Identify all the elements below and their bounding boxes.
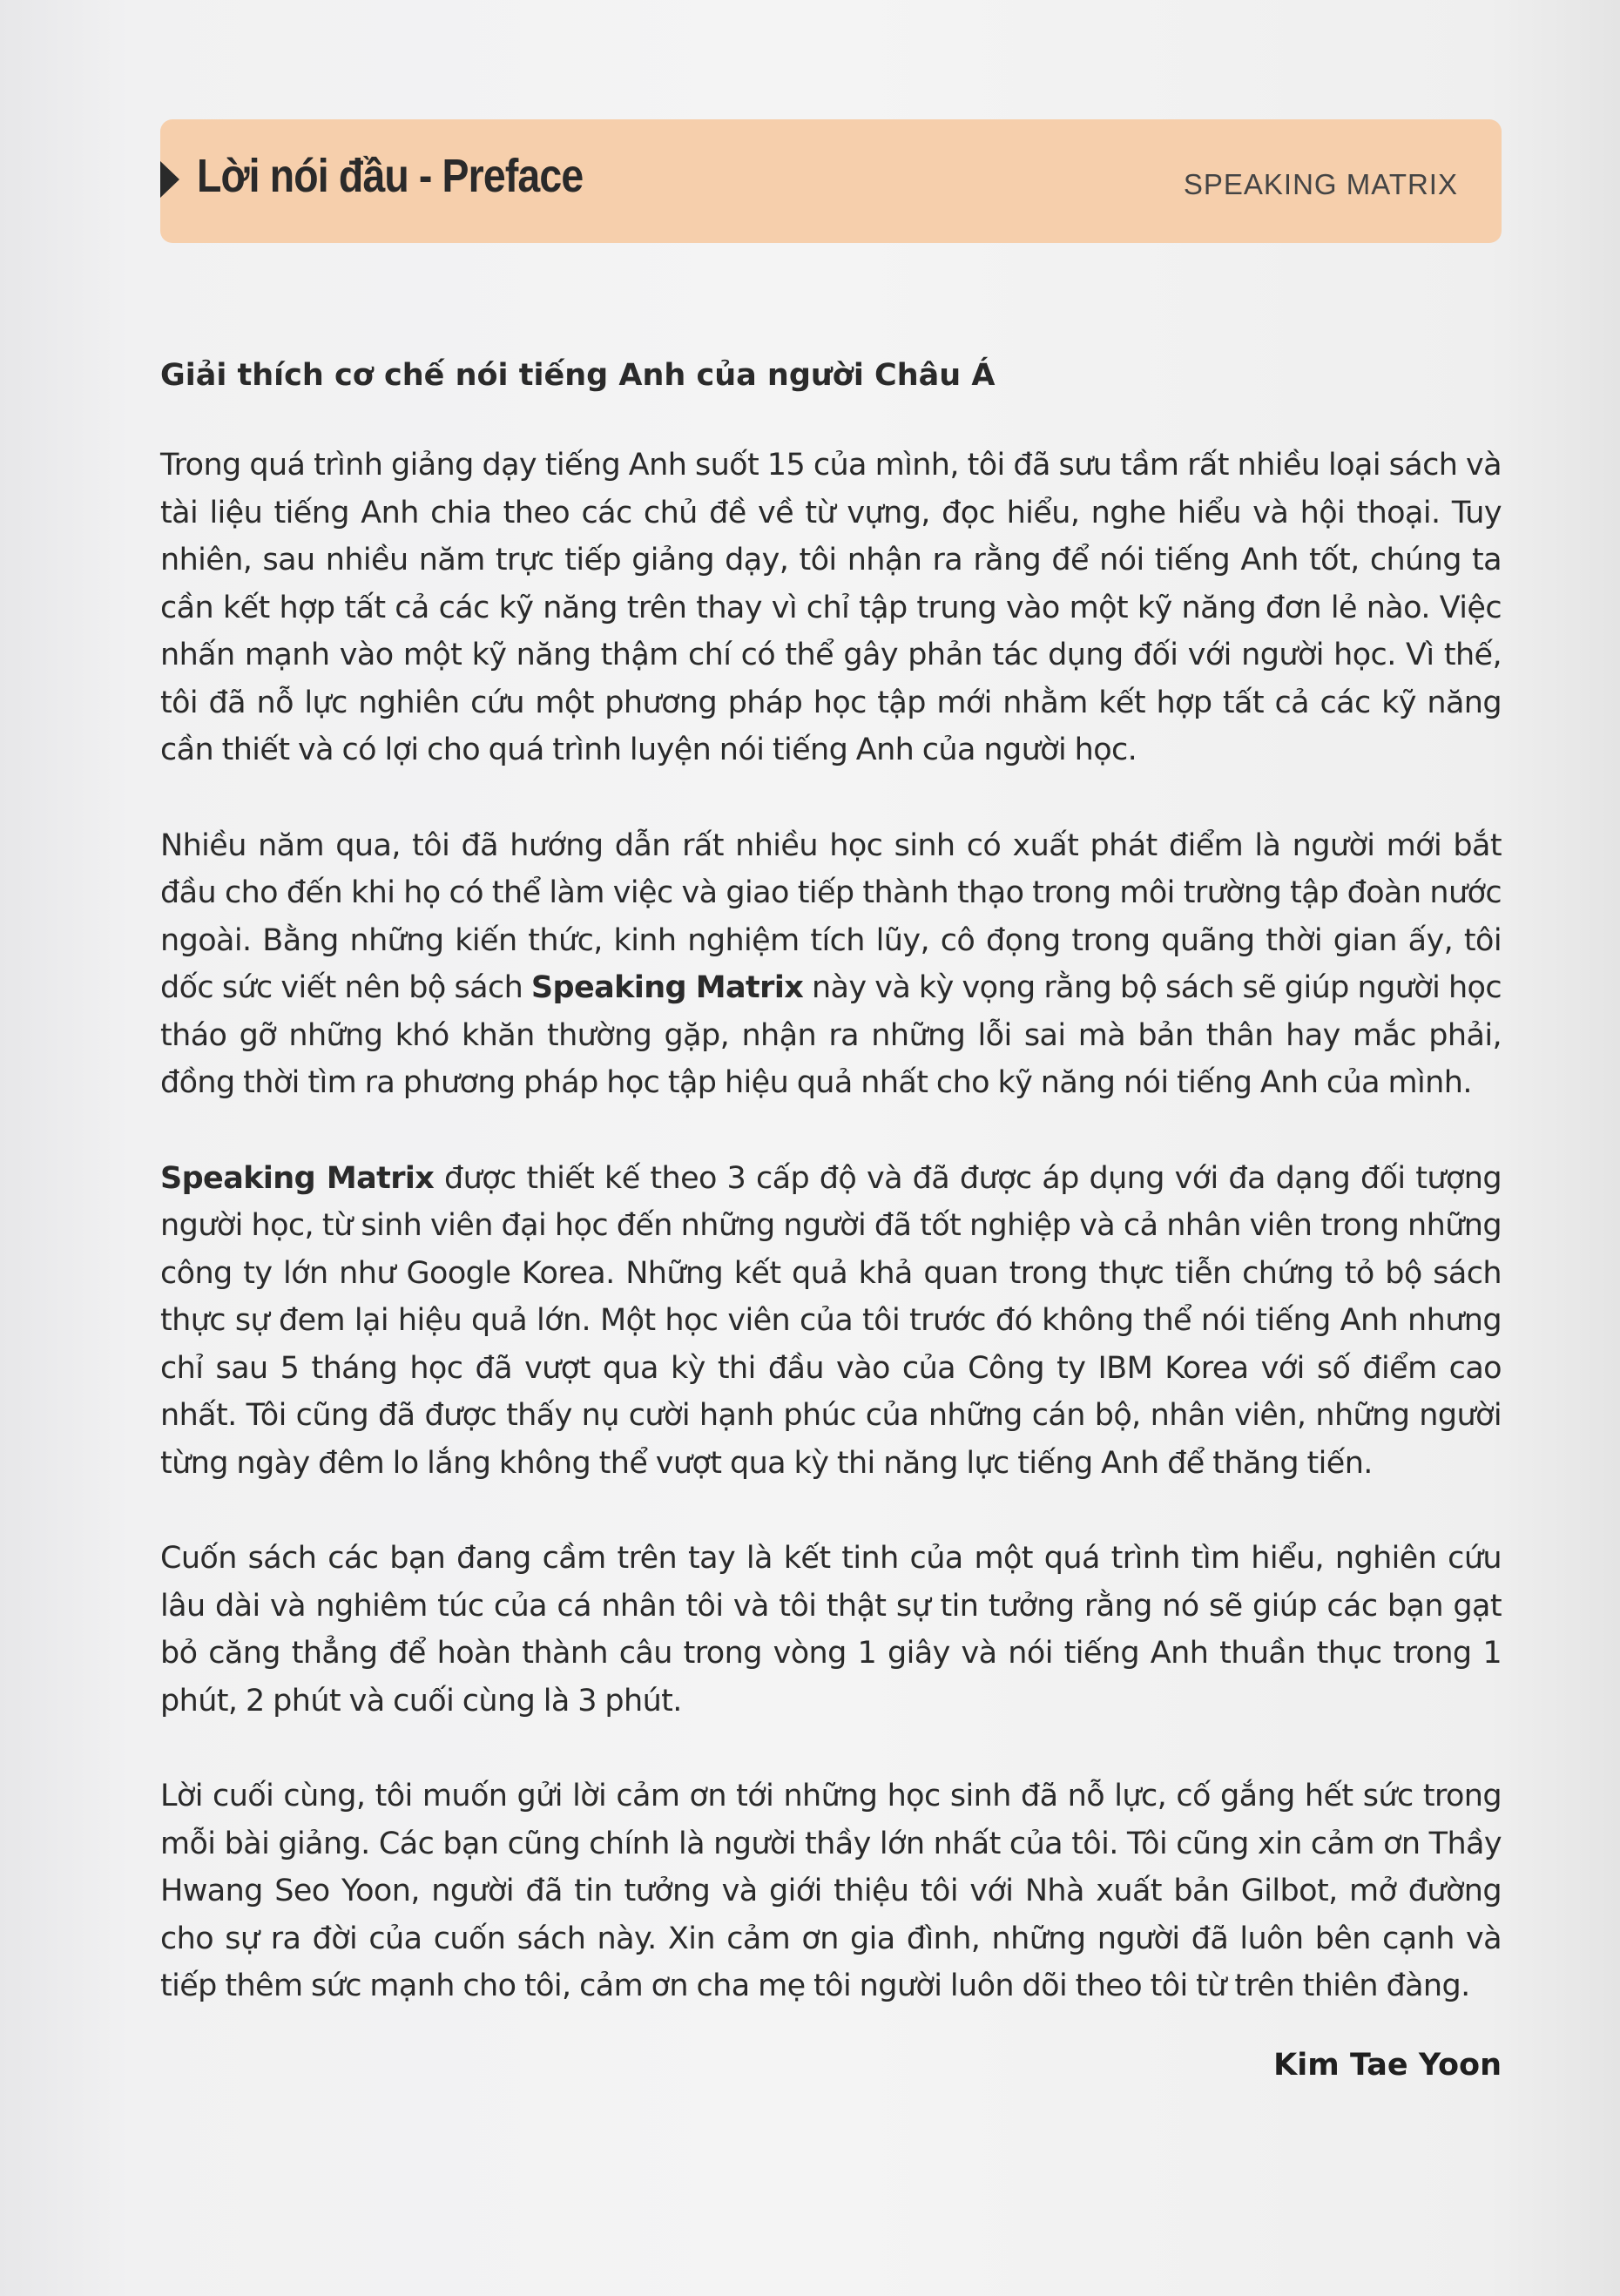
preface-body bbox=[160, 353, 1502, 2083]
paragraph-5: Lời cuối cùng, tôi muốn gửi lời cảm ơn tới những học sinh đã nỗ lực, cố gắng hết sức trong mỗi bài giảng. Các bạn cũng chính là người thầy lớn nhất của tôi. Tôi cũng xin cảm ơn Thầy Hwang Seo Yoon, người đã tin tưởng và giới thiệu tôi với Nhà xuất bản Gilbot, mở đường cho sự ra đời của cuốn sách này. Xin cảm ơn gia đình, những người đã luôn bên cạnh và tiếp thêm sức mạnh cho tôi, cảm ơn cha mẹ tôi người luôn dõi theo tôi từ trên thiên đàng. bbox=[160, 1779, 1502, 2003]
section-subtitle: Giải thích cơ chế nói tiếng Anh của người Châu Á bbox=[160, 358, 996, 393]
paragraph-3: Speaking Matrix được thiết kế theo 3 cấp độ và đã được áp dụng với đa dạng đối tượng người học, từ sinh viên đại học đến những người đã tốt nghiệp và cả nhân viên trong những công ty lớn như Google Korea. Những kết quả khả quan trong thực tiễn chứng tỏ bộ sách thực sự đem lại hiệu quả lớn. Một học viên của tôi trước đó không thể nói tiếng Anh nhưng chỉ sau 5 tháng học đã vượt qua kỳ thi đầu vào của Công ty IBM Korea với số điểm cao nhất. Tôi cũng đã được thấy nụ cười hạnh phúc của những cán bộ, nhân viên, những người từng ngày đêm lo lắng không thể vượt qua kỳ thi năng lực tiếng Anh để thăng tiến. bbox=[160, 1160, 1502, 1481]
triangle-arrow-icon bbox=[160, 161, 179, 198]
book-brand: SPEAKING MATRIX bbox=[1183, 168, 1458, 200]
paragraph-2: Nhiều năm qua, tôi đã hướng dẫn rất nhiều học sinh có xuất phát điểm là người mới bắt đầu cho đến khi họ có thể làm việc và giao tiếp thành thạo trong môi trường tập đoàn nước ngoài. Bằng những kiến thức, kinh nghiệm tích lũy, cô đọng trong quãng thời gian ấy, tôi dốc sức viết nên bộ sách Speaking Matrix này và kỳ vọng rằng bộ sách sẽ giúp người học tháo gỡ những khó khăn thường gặp, nhận ra những lỗi sai mà bản thân hay mắc phải, đồng thời tìm ra phương pháp học tập hiệu quả nhất cho kỹ năng nói tiếng Anh của mình. bbox=[160, 827, 1502, 1100]
chapter-header bbox=[160, 119, 1502, 243]
chapter-title: Lời nói đầu - Preface bbox=[197, 150, 584, 202]
paragraph-1: Trong quá trình giảng dạy tiếng Anh suốt 15 của mình, tôi đã sưu tầm rất nhiều loại sách và tài liệu tiếng Anh chia theo các chủ đề về từ vựng, đọc hiểu, nghe hiểu và hội thoại. Tuy nhiên, sau nhiều năm trực tiếp giảng dạy, tôi nhận ra rằng để nói tiếng Anh tốt, chúng ta cần kết hợp tất cả các kỹ năng trên thay vì chỉ tập trung vào một kỹ năng đơn lẻ nào. Việc nhấn mạnh vào một kỹ năng thậm chí có thể gây phản tác dụng đối với người học. Vì thế, tôi đã nỗ lực nghiên cứu một phương pháp học tập mới nhằm kết hợp tất cả các kỹ năng cần thiết và có lợi cho quá trình luyện nói tiếng Anh của người học. bbox=[160, 448, 1502, 767]
book-name-bold: Speaking Matrix bbox=[530, 970, 804, 1005]
author-signature: Kim Tae Yoon bbox=[1273, 2047, 1502, 2083]
paragraph-4: Cuốn sách các bạn đang cầm trên tay là kết tinh của một quá trình tìm hiểu, nghiên cứu lâu dài và nghiêm túc của cá nhân tôi và tôi thật sự tin tưởng rằng nó sẽ giúp các bạn gạt bỏ căng thẳng để hoàn thành câu trong vòng 1 giây và nói tiếng Anh thuần thục trong 1 phút, 2 phút và cuối cùng là 3 phút. bbox=[160, 1541, 1502, 1719]
book-name-bold: Speaking Matrix bbox=[160, 1160, 435, 1196]
